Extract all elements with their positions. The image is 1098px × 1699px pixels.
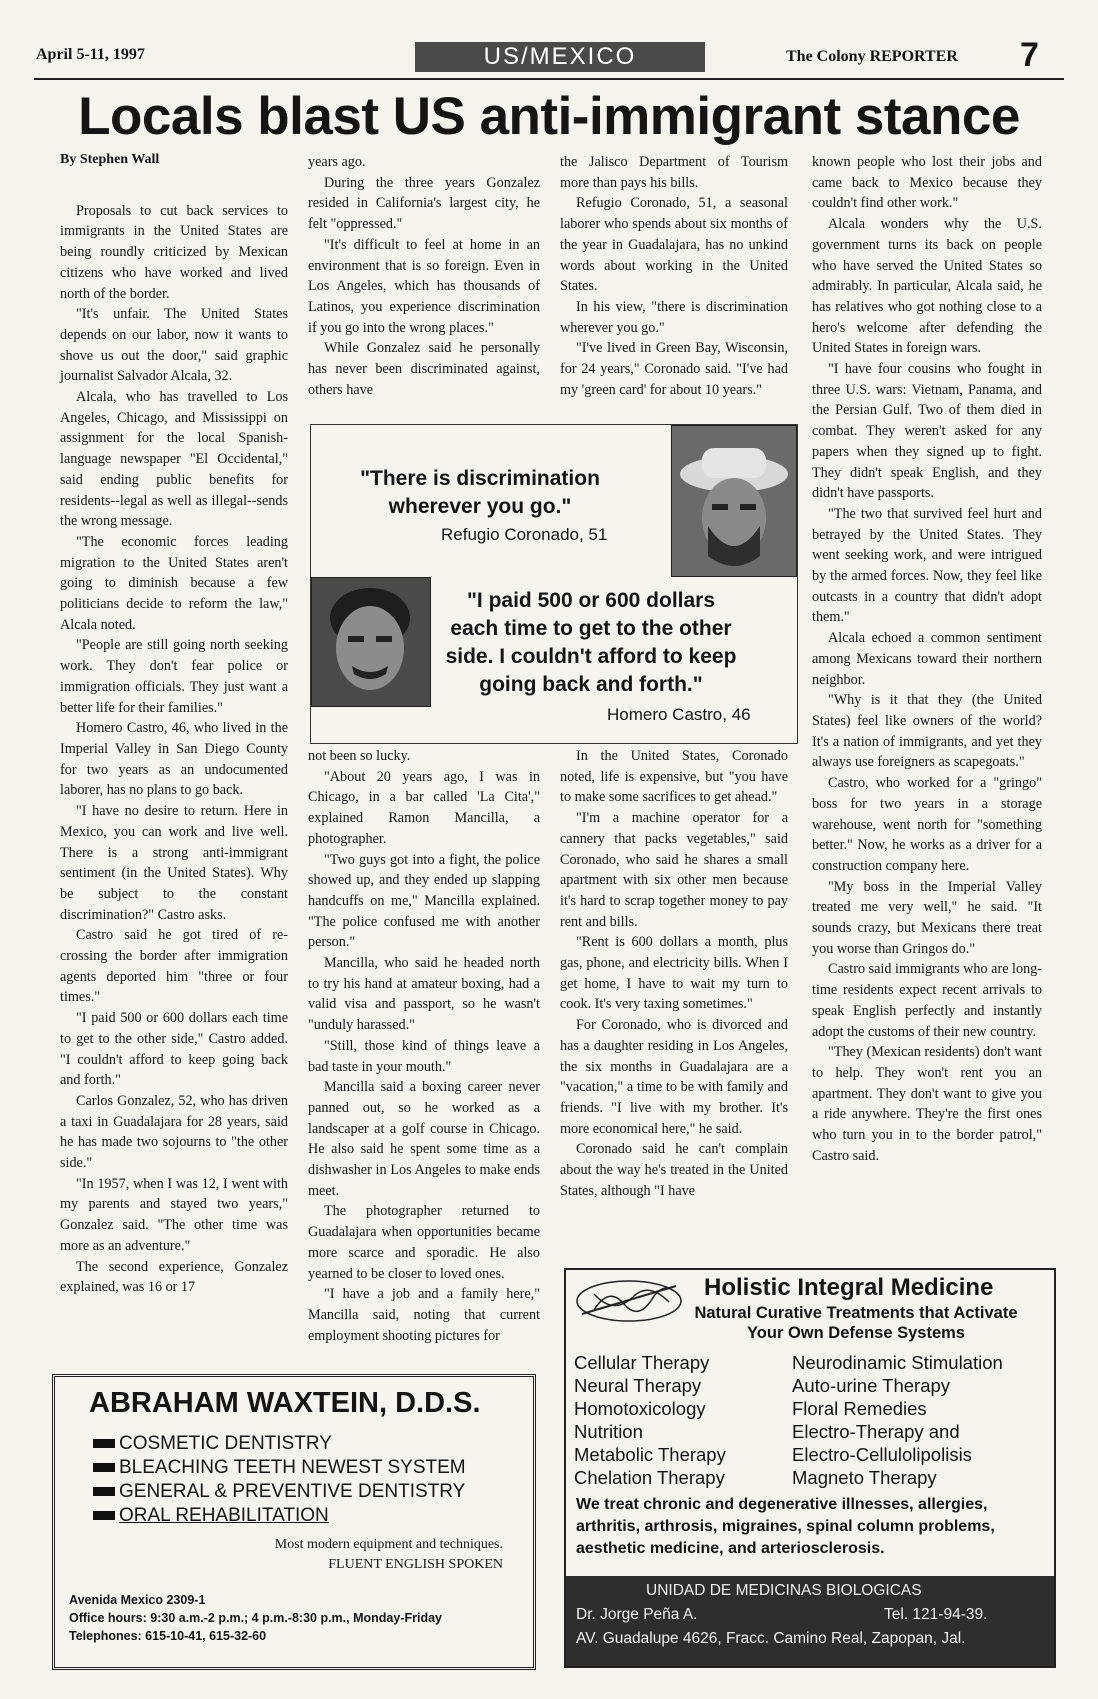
article-column-3-bottom <box>560 746 788 1201</box>
paragraph: Castro, who worked for a "gringo" boss for two years in a storage warehouse, went north for "something better." Now, he works as a driver for a construction company here. <box>812 775 1042 874</box>
paragraph: "I've lived in Green Bay, Wisconsin, for 24 years," Coronado said. "I've had my 'green card' for about 10 years." <box>560 340 788 398</box>
dentist-hours: Office hours: 9:30 a.m.-2 p.m.; 4 p.m.-8:30 p.m., Monday-Friday <box>69 1611 442 1625</box>
pull-quote-box <box>310 424 798 744</box>
paragraph: "It's difficult to feel at home in an environment that is so foreign. Even in Los Angeles, which has thousands of Latinos, you experience discrimination if you go into the wrong places." <box>308 236 540 336</box>
dentist-service: COSMETIC DENTISTRY <box>93 1433 332 1455</box>
issue-date: April 5-11, 1997 <box>36 46 145 63</box>
paragraph: "I paid 500 or 600 dollars each time to get to the other side," Castro added. "I couldn't afford to keep going back and forth." <box>60 1010 288 1089</box>
paragraph: known people who lost their jobs and came back to Mexico because they couldn't find other work." <box>812 154 1042 212</box>
article-column-4 <box>812 152 1042 1166</box>
holistic-ad-subtitle: Natural Curative Treatments that Activate <box>694 1304 1018 1322</box>
paragraph: "People are still going north seeking work. They don't fear police or immigration officials. They just want a better life for their families." <box>60 637 288 716</box>
paragraph: "Still, those kind of things leave a bad taste in your mouth." <box>308 1037 540 1075</box>
paragraph: "The two that survived feel hurt and betrayed by the United States. They went seeking work, and were intrigued by the armed forces. Now, they feel like outcasts in a country that didn't adopt them." <box>812 505 1042 626</box>
paragraph: "About 20 years ago, I was in Chicago, in a bar called 'La Cita'," explained Ramon Mancilla, a photographer. <box>308 768 540 847</box>
page-number: 7 <box>1020 36 1039 74</box>
holistic-ad-subtitle: Your Own Defense Systems <box>747 1324 965 1342</box>
doctor-name: Dr. Jorge Peña A. <box>576 1606 698 1623</box>
paragraph: Mancilla, who said he headed north to try his hand at amateur boxing, had a valid visa and passport, so he wasn't "unduly harassed." <box>308 955 540 1034</box>
therapy-item: Neural Therapy <box>574 1375 702 1396</box>
paragraph: "The economic forces leading migration to the United States aren't going to diminish because a few politicians decide to reform the law," Alcala noted. <box>60 533 288 633</box>
dentist-phones: Telephones: 615-10-41, 615-32-60 <box>69 1629 267 1643</box>
section-banner: US/MEXICO <box>415 42 705 72</box>
paragraph: "My boss in the Imperial Valley treated me very well," he said. "It sounds crazy, but Mexicans there treat you worse than Gringos do." <box>812 878 1042 957</box>
pull-quote-2-attribution: Homero Castro, 46 <box>607 705 751 724</box>
paragraph: "In 1957, when I was 12, I went with my parents and stayed two years," Gonzalez said. "The other time was more as an adventure." <box>60 1175 288 1254</box>
paragraph: "I have no desire to return. Here in Mexico, you can work and live well. There is a strong anti-immigrant sentiment (in the United States). Why be subject to the constant discrimination?" Castro asks. <box>60 803 288 923</box>
paragraph: Proposals to cut back services to immigrants in the United States are being roundly criticized by Mexican citizens who have worked and lived north of the border. <box>60 202 288 302</box>
photo-homero-castro <box>311 577 431 707</box>
holistic-medicine-ad <box>564 1268 1056 1668</box>
headline: Locals blast US anti-immigrant stance <box>78 87 1020 146</box>
dentist-address: Avenida Mexico 2309-1 <box>69 1593 206 1607</box>
paragraph: While Gonzalez said he personally has never been discriminated against, others have <box>308 340 540 398</box>
article-column-1 <box>60 150 288 1298</box>
therapy-item: Electro-Therapy and <box>792 1421 960 1442</box>
paragraph: the Jalisco Department of Tourism more than pays his bills. <box>560 154 788 191</box>
therapy-item: Nutrition <box>574 1421 643 1442</box>
paragraph: The photographer returned to Guadalajara when opportunities became more scarce and sporadic. He also yearned to be closer to loved ones. <box>308 1203 540 1282</box>
therapy-item: Floral Remedies <box>792 1398 927 1419</box>
paragraph: Alcala wonders why the U.S. government turns its back on people who have served the United States so admirably. In particular, Alcala said, he has relatives who got nothing close to a hero's welcome after defending the United States in foreign wars. <box>812 216 1042 357</box>
paragraph: "I have a job and a family here," Mancilla said, noting that current employment shooting pictures for <box>308 1286 540 1344</box>
bullet-icon <box>93 1487 115 1496</box>
paragraph: During the three years Gonzalez resided in California's largest city, he felt "oppressed." <box>308 174 540 233</box>
therapy-item: Chelation Therapy <box>574 1467 725 1488</box>
paragraph: In his view, "there is discrimination wherever you go." <box>560 298 788 336</box>
paragraph: Homero Castro, 46, who lived in the Imperial Valley in San Diego County for two years as an undocumented laborer, has no plans to go back. <box>60 720 288 799</box>
dentist-language: FLUENT ENGLISH SPOKEN <box>328 1557 503 1572</box>
dentist-ad-title: ABRAHAM WAXTEIN, D.D.S. <box>89 1387 481 1419</box>
dentist-service: GENERAL & PREVENTIVE DENTISTRY <box>93 1481 465 1503</box>
therapy-item: Homotoxicology <box>574 1398 706 1419</box>
article-column-3-top <box>560 152 788 400</box>
holistic-ad-description: We treat chronic and degenerative illnesses, allergies, arthritis, arthrosis, migraines, spinal column problems, aesthetic medicine, and arteriosclerosis. <box>576 1496 995 1557</box>
paragraph: Mancilla said a boxing career never panned out, so he worked as a landscaper at a golf course in Chicago. He also said he spent some time as a dishwasher in Los Angeles to make ends meet. <box>308 1079 540 1199</box>
therapy-item: Electro-Cellulolipolisis <box>792 1444 972 1465</box>
pull-quote-1: "There is discrimination wherever you go." <box>360 467 600 518</box>
byline: By Stephen Wall <box>60 152 160 167</box>
dentist-equipment: Most modern equipment and techniques. <box>274 1537 503 1552</box>
paragraph: not been so lucky. <box>308 748 411 764</box>
paragraph: "Two guys got into a fight, the police showed up, and they ended up slapping handcuffs on me," Mancilla explained. "The police confused me with another person." <box>308 851 540 951</box>
holistic-ad-footer <box>566 1576 1054 1666</box>
paragraph: Refugio Coronado, 51, a seasonal laborer who spends about six months of the year in Guadalajara, has no unkind words about working in the United States. <box>560 195 788 295</box>
paragraph: Coronado said he can't complain about the way he's treated in the United States, although "I have <box>560 1141 788 1199</box>
article-column-2-bottom <box>308 746 540 1346</box>
article-column-2-top <box>308 152 540 400</box>
paragraph: Alcala echoed a common sentiment among Mexicans toward their northern neighbor. <box>812 630 1042 688</box>
clinic-name: UNIDAD DE MEDICINAS BIOLOGICAS <box>646 1582 922 1599</box>
paragraph: "It's unfair. The United States depends on our labor, now it wants to shove us out the door," said graphic journalist Salvador Alcala, 32. <box>60 306 288 385</box>
holistic-ad-title: Holistic Integral Medicine <box>704 1274 994 1301</box>
therapy-item: Magneto Therapy <box>792 1467 937 1488</box>
paragraph: "I'm a machine operator for a cannery that packs vegetables," said Coronado, who said he shares a small apartment with six other men because it's hard to scrap together money to pay rent and bills. <box>560 810 788 930</box>
paragraph: "I have four cousins who fought in three U.S. wars: Vietnam, Panama, and the Persian Gulf. Two of them died in combat. They weren't asked for any papers when they signed up to fight. They didn't speak English, and they didn't have passports. <box>812 361 1042 502</box>
therapy-item: Neurodinamic Stimulation <box>792 1352 1003 1373</box>
bullet-icon <box>93 1439 115 1448</box>
pull-quote-2: "I paid 500 or 600 dollars each time to get to the other side. I couldn't afford to keep going back and forth." <box>445 589 737 696</box>
dentist-service: ORAL REHABILITATION <box>93 1505 329 1527</box>
paragraph: Castro said immigrants who are long-time residents expect recent arrivals to speak English perfectly and instantly adopt the customs of their new country. <box>812 961 1042 1040</box>
therapy-item: Metabolic Therapy <box>574 1444 726 1465</box>
paragraph: The second experience, Gonzalez explained, was 16 or 17 <box>60 1258 288 1296</box>
paragraph: Alcala, who has travelled to Los Angeles, Chicago, and Mississippi on assignment for the local Spanish-language newspaper "El Occidental," said ending public benefits for residents--legal as well as illegal--sends the wrong message. <box>60 389 288 530</box>
bullet-icon <box>93 1511 115 1520</box>
paragraph: In the United States, Coronado noted, life is expensive, but "you have to make some sacrifices to get ahead." <box>560 748 788 806</box>
pull-quote-1-attribution: Refugio Coronado, 51 <box>441 525 608 544</box>
paper-name: The Colony REPORTER <box>786 48 958 65</box>
bullet-icon <box>93 1463 115 1472</box>
photo-refugio-coronado <box>671 425 797 577</box>
paragraph: years ago. <box>308 154 366 170</box>
therapy-item: Cellular Therapy <box>574 1352 710 1373</box>
paragraph: "Rent is 600 dollars a month, plus gas, phone, and electricity bills. When I get home, I have to wait my turn to cook. It's very taxing sometimes." <box>560 934 788 1013</box>
paragraph: Carlos Gonzalez, 52, who has driven a taxi in Guadalajara for 28 years, said he has made two sojourns to "the other side." <box>60 1092 288 1172</box>
paragraph: "Why is it that they (the United States) feel like owners of the world? It's a nation of immigrants, and yet they always use foreigners as scapegoats." <box>812 692 1042 771</box>
paragraph: "They (Mexican residents) don't want to help. They won't rent you an apartment. They don't want to give you a ride anywhere. They're the first ones who turn you in to the border patrol," Castro said. <box>812 1044 1043 1164</box>
header-rule <box>34 78 1064 80</box>
dentist-ad <box>52 1374 536 1670</box>
paragraph: Castro said he got tired of re-crossing the border after immigration agents deported him "three or four times." <box>60 927 288 1006</box>
paragraph: For Coronado, who is divorced and has a daughter residing in Los Angeles, the six months in Guadalajara are a "vacation," a time to be with family and friends. "I live with my brother. It's more economical here," he said. <box>560 1017 788 1137</box>
dentist-service: BLEACHING TEETH NEWEST SYSTEM <box>93 1457 466 1479</box>
clinic-address: AV. Guadalupe 4626, Fracc. Camino Real, Zapopan, Jal. <box>576 1630 966 1647</box>
clinic-phone: Tel. 121-94-39. <box>884 1606 988 1623</box>
therapy-item: Auto-urine Therapy <box>792 1375 951 1396</box>
